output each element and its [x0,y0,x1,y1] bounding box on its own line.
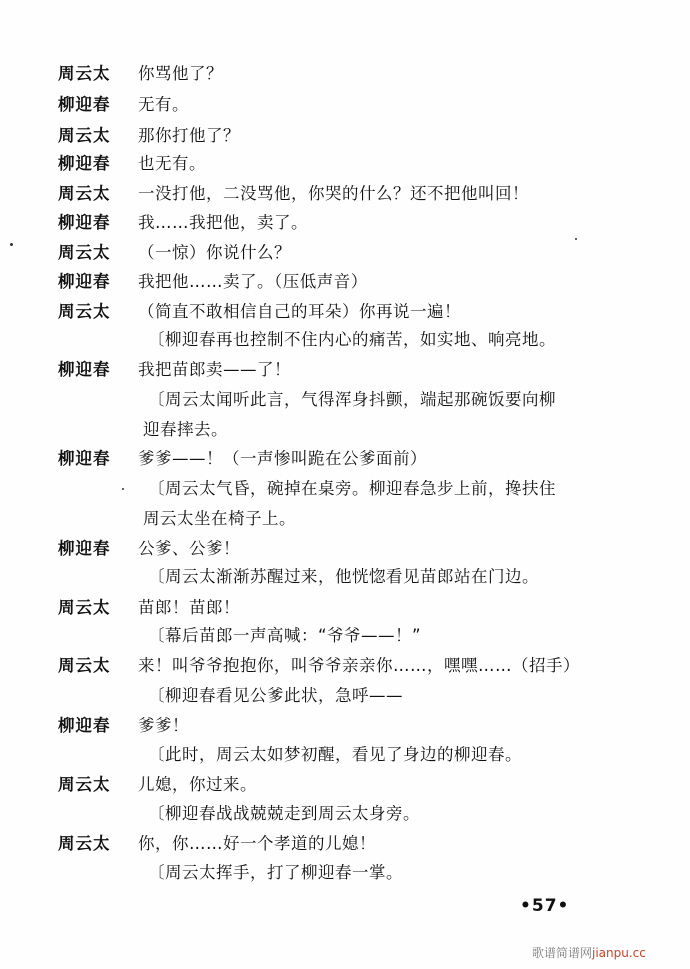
stage-direction-text: 〔此时，周云太如梦初醒，看见了身边的柳迎春。 [148,745,522,764]
stage-direction-text: 〔柳迎春再也控制不住内心的痛苦，如实地、响亮地。 [148,330,556,349]
stage-direction-text: 〔柳迎春战战兢兢走到周云太身旁。 [148,804,420,823]
speaker-name: 柳迎春 [58,213,111,232]
speaker-name: 柳迎春 [58,360,111,379]
watermark-site: 歌谱简谱网 [532,946,593,960]
speaker-name: 周云太 [58,64,111,83]
speech-text: 爹爹——！（一声惨叫跪在公爹面前） [138,449,427,468]
speech-text: 爹爹！ [138,716,189,735]
speaker-name: 周云太 [58,775,111,794]
stage-direction-text: 〔周云太闻听此言，气得浑身抖颤，端起那碗饭要向柳 [148,390,556,409]
speaker-name: 柳迎春 [58,95,111,114]
speech-text: 无有。 [138,95,189,114]
speaker-name: 柳迎春 [58,449,111,468]
scan-speck [10,243,13,246]
speech-text: 我把他……卖了。（压低声音） [138,272,368,291]
speaker-name: 柳迎春 [58,272,111,291]
speaker-name: 周云太 [58,834,111,853]
stage-direction-text: 〔周云太气昏，碗掉在桌旁。柳迎春急步上前，搀扶住 [148,479,556,498]
speech-text: 也无有。 [138,154,206,173]
speech-text: 一没打他，二没骂他，你哭的什么？还不把他叫回！ [138,184,529,203]
speaker-name: 周云太 [58,126,111,145]
speech-text: 来！叫爷爷抱抱你，叫爷爷亲亲你……，嘿嘿……（招手） [138,656,580,675]
page-number-value: 57 [531,896,558,916]
stage-direction-text: 迎春摔去。 [143,420,228,439]
stage-direction-text: 〔周云太渐渐苏醒过来，他恍惚看见苗郎站在门边。 [148,567,539,586]
page-number [520,896,569,916]
speech-text: 公爹、公爹！ [138,539,240,558]
speaker-name: 柳迎春 [58,716,111,735]
watermark-url: jianpu.cc [592,946,646,960]
speech-text: 儿媳，你过来。 [138,775,257,794]
speech-text: 苗郎！苗郎！ [138,598,240,617]
speaker-name: 周云太 [58,302,111,321]
speaker-name: 柳迎春 [58,154,111,173]
speaker-name: 周云太 [58,184,111,203]
speech-text: 那你打他了？ [138,126,240,145]
stage-direction-text: 周云太坐在椅子上。 [143,509,296,528]
speech-text: 我把苗郎卖——了！ [138,360,291,379]
speech-text: （简直不敢相信自己的耳朵）你再说一遍！ [138,302,461,321]
speaker-name: 周云太 [58,243,111,262]
speech-text: （一惊）你说什么？ [138,243,291,262]
speaker-name: 柳迎春 [58,539,111,558]
speaker-name: 周云太 [58,598,111,617]
stage-direction-text: 〔周云太挥手，打了柳迎春一掌。 [148,863,403,882]
stage-direction-text: 〔柳迎春看见公爹此状，急呼—— [148,686,403,705]
speech-text: 我……我把他，卖了。 [138,213,308,232]
page-number-right-dot: • [557,896,570,916]
speaker-name: 周云太 [58,656,111,675]
scan-speck [575,238,577,240]
speech-text: 你，你……好一个孝道的儿媳！ [138,834,376,853]
watermark [532,944,646,961]
scan-speck [122,488,124,490]
stage-direction-text: 〔幕后苗郎一声高喊：“爷爷——！” [148,626,422,645]
page-number-left-dot: • [520,896,532,916]
speech-text: 你骂他了？ [138,64,223,83]
